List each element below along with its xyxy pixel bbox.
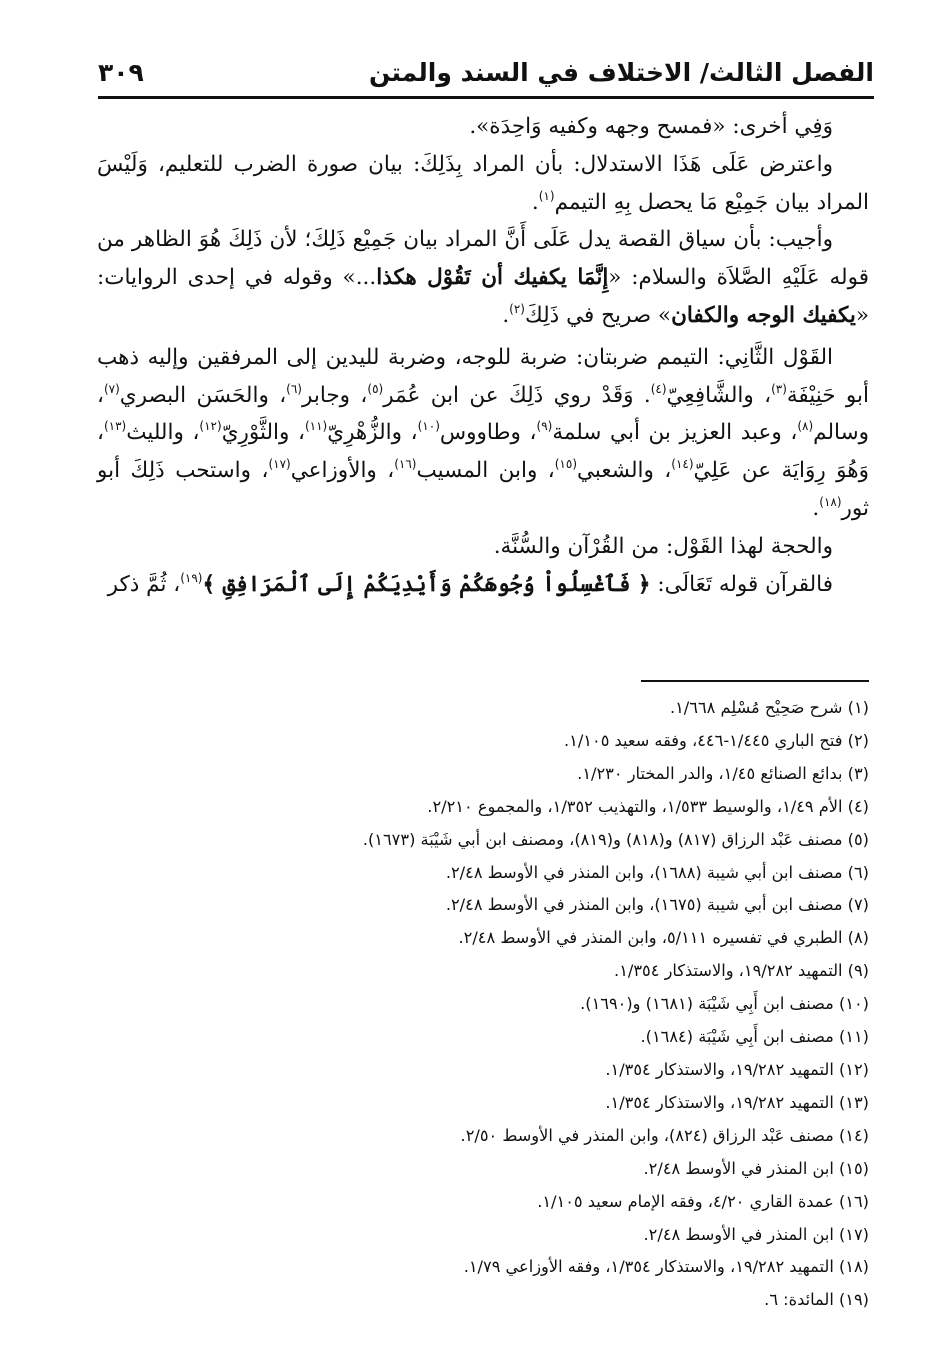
footnote-marker[interactable]: (٣) bbox=[771, 381, 787, 396]
footnote-marker[interactable]: (١٢) bbox=[199, 419, 222, 434]
footnote-marker[interactable]: (٦) bbox=[286, 381, 302, 396]
footnote-item: (١٢) التمهيد ١٩/٢٨٢، والاستذكار ١/٣٥٤. bbox=[605, 1059, 869, 1079]
footnote-marker[interactable]: (١٦) bbox=[394, 457, 417, 472]
paragraph bbox=[97, 566, 869, 604]
hadith-quote: إِنَّمَا يكفيك أن تَقُوْل هكذا bbox=[376, 265, 609, 291]
footnote-item: (٦) مصنف ابن أبي شيبة (١٦٨٨)، وابن المنذر في الأوسط ٢/٤٨. bbox=[445, 862, 869, 882]
footnote-marker[interactable]: (١٩) bbox=[180, 570, 203, 585]
paragraph-text: . bbox=[502, 302, 510, 328]
paragraph-text: واعترض عَلَى هَذَا الاستدلال: بأن المراد بِذَلِكَ: بيان صورة الضرب للتعليم، وَلَيْسَ المراد بيان جَمِيْع مَا يحصل بِهِ التيمم bbox=[97, 151, 869, 215]
paragraph-text: . bbox=[531, 189, 539, 215]
footnote-marker[interactable]: (١٠) bbox=[417, 419, 440, 434]
paragraph-text: ، وطاووس bbox=[439, 420, 537, 446]
footnote-item: (١) شرح صَحِيْح مُسْلِم ١/٦٦٨. bbox=[669, 698, 869, 717]
footnote-marker[interactable]: (١١) bbox=[304, 419, 328, 434]
footnote-item: (١٣) التمهيد ١٩/٢٨٢، والاستذكار ١/٣٥٤. bbox=[605, 1092, 869, 1112]
paragraph-text: فالقرآن قوله تَعَالَى: bbox=[650, 571, 833, 597]
footnote-item: (١٨) التمهيد ١٩/٢٨٢، والاستذكار ١/٣٥٤، وفقه الأوزاعي ١/٧٩. bbox=[463, 1257, 869, 1277]
footnote-item: (١٩) المائدة: ٦. bbox=[764, 1290, 869, 1310]
paragraph-text: والحجة لهذا القَوْل: من القُرْآن والسُّنَّة. bbox=[493, 533, 833, 559]
footnote-marker[interactable]: (٢) bbox=[509, 301, 525, 316]
footnote-marker[interactable]: (١٤) bbox=[671, 457, 694, 472]
paragraph-text: وأجيب: بأن سياق القصة يدل عَلَى أَنَّ المراد بيان جَمِيْع ذَلِكَ؛ لأن ذَلِكَ هُوَ الظاهر من قوله عَلَيْهِ الصَّلاَة والسلام: « bbox=[97, 227, 869, 291]
paragraph-text: وَفِي أخرى: «فمسح وجهه وكفيه وَاحِدَة». bbox=[469, 114, 833, 139]
paragraph-text: . وَقَدْ روي ذَلِكَ عن ابن عُمَر bbox=[383, 382, 651, 408]
paragraph bbox=[97, 339, 869, 528]
footnote-item: (٨) الطبري في تفسيره ٥/١١١، وابن المنذر في الأوسط ٢/٤٨. bbox=[458, 928, 869, 948]
paragraph-text: ، واستحب ذَلِكَ أبو ثور bbox=[97, 458, 869, 521]
chapter-title: الفصل الثالث/ الاختلاف في السند والمتن bbox=[368, 58, 874, 87]
paragraph-text: ، والأوزاعي bbox=[290, 458, 395, 484]
footnote-marker[interactable]: (٨) bbox=[797, 419, 814, 434]
footnote-marker[interactable]: (٧) bbox=[103, 381, 120, 396]
paragraph-text: ...» وقوله في إحدى الروايات: « bbox=[97, 265, 869, 328]
footnote-marker[interactable]: (١٧) bbox=[268, 457, 291, 472]
footnote-marker[interactable]: (٤) bbox=[650, 381, 667, 396]
paragraph-text: . bbox=[812, 495, 820, 521]
footnote-item: (١٠) مصنف ابن أَبِي شَيْبَة (١٦٨١) و(١٦٩٠). bbox=[580, 994, 869, 1014]
footnote-item: (١٥) ابن المنذر في الأوسط ٢/٤٨. bbox=[643, 1158, 869, 1178]
footnote-marker[interactable]: (١٣) bbox=[103, 419, 127, 434]
paragraph-text: ، والليث bbox=[126, 420, 200, 446]
paragraph-text: ، ثُمَّ ذكر bbox=[107, 571, 181, 597]
footnote-item: (١١) مصنف ابن أَبِي شَيْبَة (١٦٨٤). bbox=[640, 1027, 869, 1047]
paragraph-text: ، والحَسَن البصري bbox=[119, 382, 287, 408]
footnote-item: (٩) التمهيد ١٩/٢٨٢، والاستذكار ١/٣٥٤. bbox=[614, 961, 869, 981]
paragraph-text: ، والثَّوْرِيّ bbox=[221, 420, 305, 446]
footnote-marker[interactable]: (١٥) bbox=[554, 457, 577, 472]
main-text bbox=[97, 108, 869, 603]
paragraph bbox=[97, 108, 869, 146]
paragraph bbox=[97, 146, 869, 222]
footnote-item: (٧) مصنف ابن أبي شيبة (١٦٧٥)، وابن المنذر في الأوسط ٢/٤٨. bbox=[445, 895, 869, 915]
footnote-item: (١٦) عمدة القاري ٤/٢٠، وفقه الإمام سعيد ١/١٠٥. bbox=[537, 1191, 869, 1211]
footnote-item: (٢) فتح الباري ١/٤٤٥-٤٤٦، وفقه سعيد ١/١٠٥. bbox=[564, 730, 869, 750]
page-number: ٣٠٩ bbox=[98, 58, 144, 87]
footnotes-list bbox=[97, 692, 869, 1317]
paragraph-text: » صريح في ذَلِكَ bbox=[524, 302, 672, 328]
paragraph-text: ، والشعبي bbox=[577, 458, 672, 484]
footnote-marker[interactable]: (١٨) bbox=[819, 494, 842, 509]
hadith-quote: يكفيك الوجه والكفان bbox=[671, 302, 856, 328]
paragraph bbox=[97, 221, 869, 334]
paragraph-text: ، والزُّهْرِيّ bbox=[327, 420, 418, 446]
footnote-marker[interactable]: (١) bbox=[538, 188, 555, 203]
paragraph-text: ، والشَّافِعِيّ bbox=[666, 382, 772, 408]
footnote-item: (١٧) ابن المنذر في الأوسط ٢/٤٨. bbox=[643, 1224, 869, 1244]
paragraph bbox=[97, 528, 869, 566]
footnote-item: (٥) مصنف عَبْد الرزاق (٨١٧) و(٨١٨) و(٨١٩)، ومصنف ابن أبي شَيْبَة (١٦٧٣). bbox=[362, 829, 869, 849]
footnote-item: (٤) الأم ١/٤٩، والوسيط ١/٥٣٣، والتهذيب ١/٣٥٢، والمجموع ٢/٢١٠. bbox=[427, 796, 869, 816]
footnote-item: (٣) بدائع الصنائع ١/٤٥، والدر المختار ١/٢٣٠. bbox=[577, 763, 869, 783]
paragraph-text: ، وسالم bbox=[97, 382, 869, 446]
footnote-item: (١٤) مصنف عَبْد الرزاق (٨٢٤)، وابن المنذر في الأوسط ٢/٥٠. bbox=[460, 1125, 869, 1145]
paragraph-text: ، وجابر bbox=[301, 382, 368, 408]
paragraph-text: ، وابن المسيب bbox=[416, 458, 555, 484]
paragraph-text: القَوْل الثَّانِي: التيمم ضربتان: ضربة للوجه، وضربة لليدين إلى المرفقين وإليه ذهب أبو حَنِيْفَة bbox=[97, 344, 869, 408]
footnote-separator bbox=[641, 680, 869, 682]
paragraph-text: ، وعبد العزيز بن أبي سلمة bbox=[552, 420, 798, 446]
paragraph-text: ، وَهُوَ رِوَايَة عن عَلِيّ bbox=[97, 420, 869, 484]
quran-verse: ﴿ فَٱغْسِلُواْ وُجُوهَكُمْ وَأَيْدِيَكُمْ إِلَى ٱلْمَرَافِقِ ﴾ bbox=[202, 571, 651, 597]
footnote-marker[interactable]: (٥) bbox=[367, 381, 384, 396]
footnote-marker[interactable]: (٩) bbox=[536, 419, 553, 434]
page-header bbox=[98, 52, 874, 99]
